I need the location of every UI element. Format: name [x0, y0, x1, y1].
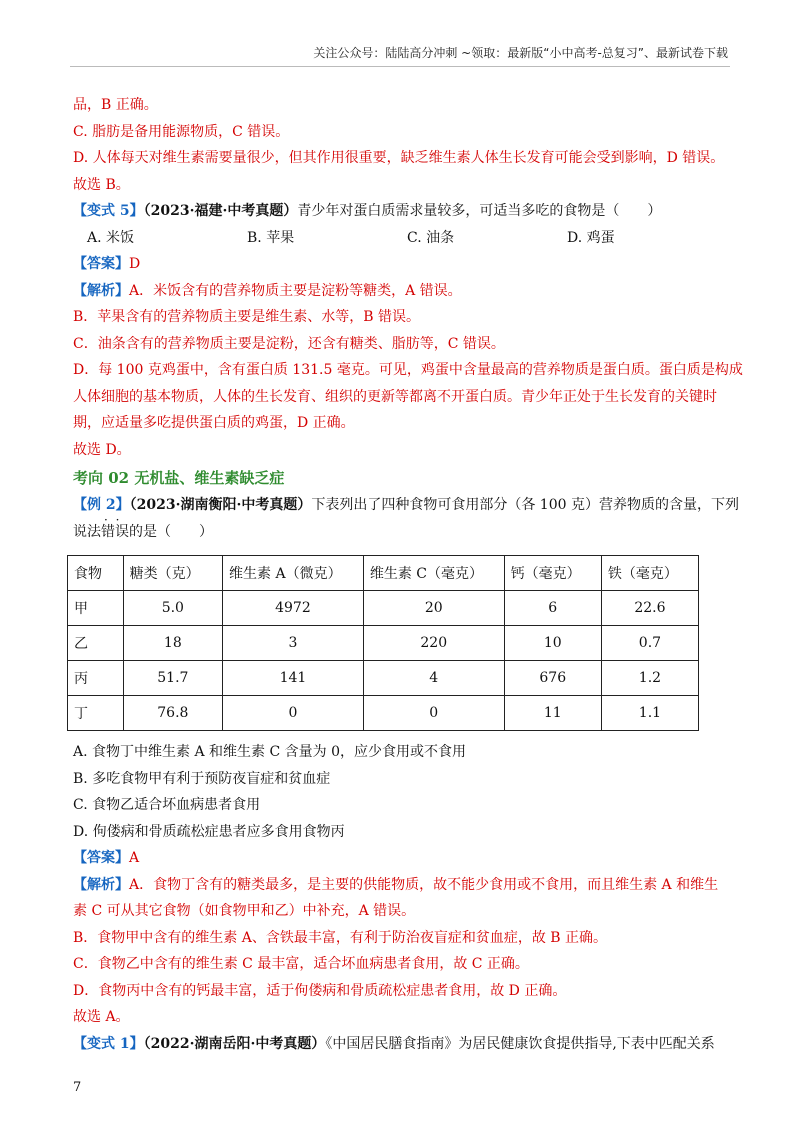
- example-tag: 【例 2】: [73, 497, 130, 513]
- table-cell: 10: [504, 626, 601, 661]
- variant-tag: 【变式 1】: [73, 1035, 144, 1052]
- analysis-text: A．米饭含有的营养物质主要是淀粉等糖类，A 错误。: [129, 282, 462, 299]
- table-cell: 51.7: [123, 661, 222, 696]
- example2-question: [73, 492, 739, 519]
- question-source: （2023·福建·中考真题）: [143, 203, 298, 219]
- question-text: 《中国居民膳食指南》为居民健康饮食提供指导,下表中匹配关系: [325, 1035, 715, 1052]
- conclusion-line: 故选 B。: [73, 176, 130, 193]
- table-cell: 220: [363, 626, 504, 661]
- analysis-text: A．食物丁含有的糖类最多，是主要的供能物质，故不能少食用或不食用，而且维生素 A 和维生: [129, 876, 719, 893]
- answer-tag: 【答案】: [73, 256, 129, 272]
- answer-line: [73, 251, 733, 278]
- variant5-question: [73, 198, 733, 225]
- option-c: C. 食物乙适合坏血病患者食用: [73, 797, 261, 813]
- option-b: B. 多吃食物甲有利于预防夜盲症和贫血症: [73, 770, 331, 787]
- analysis-line: C．油条含有的营养物质主要是淀粉，还含有糖类、脂肪等，C 错误。: [73, 335, 505, 352]
- page-header: 关注公众号：陆陆高分冲刺 ~领取：最新版“小中高考-总复习”、最新试卷下载: [313, 46, 728, 60]
- header-divider: [70, 66, 730, 67]
- conclusion-line: 故选 A。: [73, 1009, 130, 1025]
- table-row: [68, 661, 699, 696]
- analysis-line: C. 脂肪是备用能源物质，C 错误。: [73, 123, 290, 140]
- answer-value: D: [129, 256, 141, 272]
- analysis-line: 期，应适量多吃提供蛋白质的鸡蛋，D 正确。: [73, 415, 355, 431]
- analysis-line: [73, 278, 733, 305]
- table-cell: 11: [504, 696, 601, 731]
- analysis-line: C．食物乙中含有的维生素 C 最丰富，适合坏血病患者食用，故 C 正确。: [73, 956, 529, 972]
- analysis-line: D．食物丙中含有的钙最丰富，适于佝偻病和骨质疏松症患者食用，故 D 正确。: [73, 982, 567, 999]
- table-header-cell: 维生素 C（毫克）: [363, 556, 504, 591]
- table-cell: 141: [223, 661, 364, 696]
- answer-line: [73, 845, 733, 872]
- question-source: （2022·湖南岳阳·中考真题）: [143, 1035, 326, 1052]
- analysis-line: 人体细胞的基本物质，人体的生长发育、组织的更新等都离不开蛋白质。青少年正处于生长发育的关键时: [73, 388, 717, 405]
- table-cell: 0: [363, 696, 504, 731]
- option-d: D. 佝偻病和骨质疏松症患者应多食用食物丙: [73, 823, 345, 840]
- question-text: 青少年对蛋白质需求量较多，可适当多吃的食物是（ ）: [297, 203, 662, 219]
- table-cell: 乙: [68, 626, 124, 661]
- table-cell: 3: [223, 626, 364, 661]
- table-cell: 甲: [68, 591, 124, 626]
- analysis-line: 素 C 可从其它食物（如食物甲和乙）中补充，A 错误。: [73, 903, 416, 919]
- option-b: B. 苹果: [247, 229, 295, 246]
- analysis-tag: 【解析】: [73, 282, 129, 299]
- table-header-cell: 钙（毫克）: [504, 556, 601, 591]
- table-row: [68, 591, 699, 626]
- table-cell: 0.7: [601, 626, 698, 661]
- table-header-cell: 铁（毫克）: [601, 556, 698, 591]
- table-cell: 18: [123, 626, 222, 661]
- analysis-tag: 【解析】: [73, 876, 129, 893]
- table-cell: 1.2: [601, 661, 698, 696]
- table-cell: 4972: [223, 591, 364, 626]
- answer-value: A: [129, 850, 140, 866]
- answer-tag: 【答案】: [73, 850, 129, 866]
- table-cell: 6: [504, 591, 601, 626]
- emphasis-dotted-text: · · 错误: [101, 519, 129, 546]
- table-cell: 22.6: [601, 591, 698, 626]
- section-title: 考向 02 无机盐、维生素缺乏症: [73, 469, 285, 487]
- table-cell: 丙: [68, 661, 124, 696]
- question-text: 下表列出了四种食物可食用部分（各 100 克）营养物质的含量，下列: [311, 497, 739, 513]
- question-text: 说法: [73, 523, 101, 540]
- table-header-row: [68, 556, 699, 591]
- option-a: A. 食物丁中维生素 A 和维生素 C 含量为 0，应少食用或不食用: [73, 744, 466, 760]
- table-cell: 0: [223, 696, 364, 731]
- option-a: A. 米饭: [87, 229, 135, 246]
- nutrition-table: [67, 555, 699, 731]
- table-cell: 4: [363, 661, 504, 696]
- table-row: [68, 626, 699, 661]
- option-d: D. 鸡蛋: [567, 229, 615, 246]
- options-row: [73, 225, 733, 252]
- table-cell: 20: [363, 591, 504, 626]
- table-header-cell: 维生素 A（微克）: [223, 556, 364, 591]
- analysis-line: B．苹果含有的营养物质主要是维生素、水等，B 错误。: [73, 309, 421, 325]
- page-number: 7: [73, 1080, 82, 1095]
- table-cell: 76.8: [123, 696, 222, 731]
- table-cell: 丁: [68, 696, 124, 731]
- variant1-question: [73, 1031, 733, 1058]
- table-cell: 1.1: [601, 696, 698, 731]
- option-c: C. 油条: [407, 229, 455, 246]
- table-header-cell: 食物: [68, 556, 124, 591]
- analysis-line: B．食物甲中含有的维生素 A、含铁最丰富，有利于防治夜盲症和贫血症，故 B 正确。: [73, 929, 608, 946]
- table-row: [68, 696, 699, 731]
- question-source: （2023·湖南衡阳·中考真题）: [129, 497, 312, 513]
- analysis-line: 品，B 正确。: [73, 97, 158, 113]
- table-cell: 676: [504, 661, 601, 696]
- variant-tag: 【变式 5】: [73, 203, 144, 219]
- analysis-line: D．每 100 克鸡蛋中，含有蛋白质 131.5 毫克。可见，鸡蛋中含量最高的营养物质是蛋白质。蛋白质是构成: [73, 362, 743, 378]
- analysis-line: [73, 872, 733, 899]
- table-header-cell: 糖类（克）: [123, 556, 222, 591]
- question-text: 的是（ ）: [129, 523, 213, 540]
- table-cell: 5.0: [123, 591, 222, 626]
- page-content: [73, 92, 743, 1057]
- conclusion-line: 故选 D。: [73, 441, 131, 458]
- analysis-line: D. 人体每天对维生素需要量很少，但其作用很重要，缺乏维生素人体生长发育可能会受到影响，D 错误。: [73, 150, 725, 166]
- example2-question-cont: [73, 519, 733, 546]
